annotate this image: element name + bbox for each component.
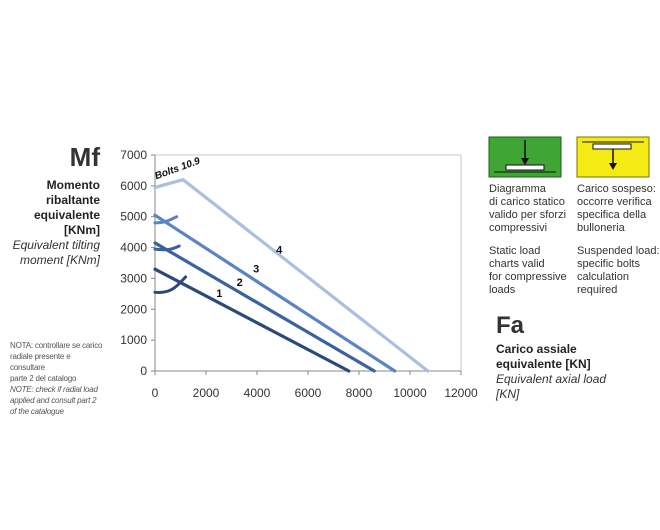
yellow-it-3: specifica della xyxy=(577,209,647,221)
legend-icons xyxy=(489,137,649,177)
green-en-3: for compressive xyxy=(489,271,567,283)
yellow-it-1: Carico sospeso: xyxy=(577,183,656,195)
mf-symbol: Mf xyxy=(69,142,100,172)
mf-name-en-2: moment [KNm] xyxy=(19,253,100,267)
series-line-2 xyxy=(155,243,374,371)
series-label-4: 4 xyxy=(276,244,283,257)
x-tick-label: 2000 xyxy=(192,386,220,400)
y-tick-label: 3000 xyxy=(120,271,147,286)
note-it-2: radiale presente e consultare xyxy=(10,352,71,372)
series-hook-1 xyxy=(155,277,186,293)
mf-unit-it: [KNm] xyxy=(64,223,100,237)
yellow-en-4: required xyxy=(577,284,618,296)
green-it-4: compressivi xyxy=(489,222,548,234)
note-en-1: NOTE: check if radial load xyxy=(10,385,98,394)
green-legend-text-it xyxy=(489,183,574,235)
note-en-2: applied and consult part 2 xyxy=(10,396,97,405)
y-tick-label: 0 xyxy=(140,364,147,378)
mf-description xyxy=(0,178,100,268)
mf-name-it-3: equivalente xyxy=(33,208,100,222)
y-tick-label: 4000 xyxy=(120,240,147,255)
green-en-4: loads xyxy=(489,284,516,296)
green-it-1: Diagramma xyxy=(489,183,546,195)
mf-name-it-2: ribaltante xyxy=(45,193,100,207)
fa-description xyxy=(496,342,646,402)
series-label-1: 1 xyxy=(216,287,223,300)
yellow-en-3: calculation xyxy=(577,271,629,283)
y-tick-label: 6000 xyxy=(120,178,147,193)
fa-name-it-2: equivalente [KN] xyxy=(496,357,591,371)
note-en-3: of the catalogue xyxy=(10,407,64,416)
series-label-2: 2 xyxy=(236,277,243,290)
x-tick-label: 0 xyxy=(151,386,159,400)
x-tick-label: 4000 xyxy=(243,386,271,400)
yellow-legend-text-it xyxy=(577,183,660,235)
note-it-1: NOTA: controllare se carico xyxy=(10,341,103,350)
green-legend-plate xyxy=(506,165,544,170)
green-legend-text-en xyxy=(489,245,574,297)
mf-name-it-1: Momento xyxy=(46,178,100,192)
series-line-3 xyxy=(155,215,395,371)
x-tick-label: 10000 xyxy=(393,386,427,400)
yellow-legend-plate xyxy=(593,144,631,149)
green-en-1: Static load xyxy=(489,245,541,257)
y-tick-label: 2000 xyxy=(120,302,147,317)
y-tick-label: 5000 xyxy=(120,209,147,224)
fa-symbol: Fa xyxy=(496,312,525,339)
plot-frame xyxy=(155,155,461,371)
x-tick-label: 12000 xyxy=(444,386,478,400)
mf-name-en-1: Equivalent tilting xyxy=(12,238,100,252)
yellow-it-2: occorre verifica xyxy=(577,196,652,208)
yellow-en-2: specific bolts xyxy=(577,258,640,270)
chart-series xyxy=(154,156,428,371)
yellow-en-1: Suspended load: xyxy=(577,245,660,257)
green-it-2: di carico statico xyxy=(489,196,565,208)
fa-name-en-2: [KN] xyxy=(496,387,520,401)
y-tick-label: 1000 xyxy=(120,333,147,348)
series-label-3: 3 xyxy=(253,263,260,276)
yellow-legend-text-en xyxy=(577,245,660,297)
note-it-3: parte 2 del catalogo xyxy=(10,374,77,383)
bolts-label: Bolts 10.9 xyxy=(153,155,202,183)
yellow-it-4: bulloneria xyxy=(577,222,625,234)
x-tick-label: 6000 xyxy=(294,386,322,400)
series-line-1 xyxy=(155,269,349,371)
fa-name-it-1: Carico assiale xyxy=(496,342,577,356)
fa-name-en-1: Equivalent axial load xyxy=(496,372,607,386)
chart-axes xyxy=(120,148,478,400)
x-tick-label: 8000 xyxy=(345,386,373,400)
note xyxy=(10,340,105,417)
green-en-2: charts valid xyxy=(489,258,545,270)
green-it-3: valido per sforzi xyxy=(489,209,567,221)
y-tick-label: 7000 xyxy=(120,148,147,162)
